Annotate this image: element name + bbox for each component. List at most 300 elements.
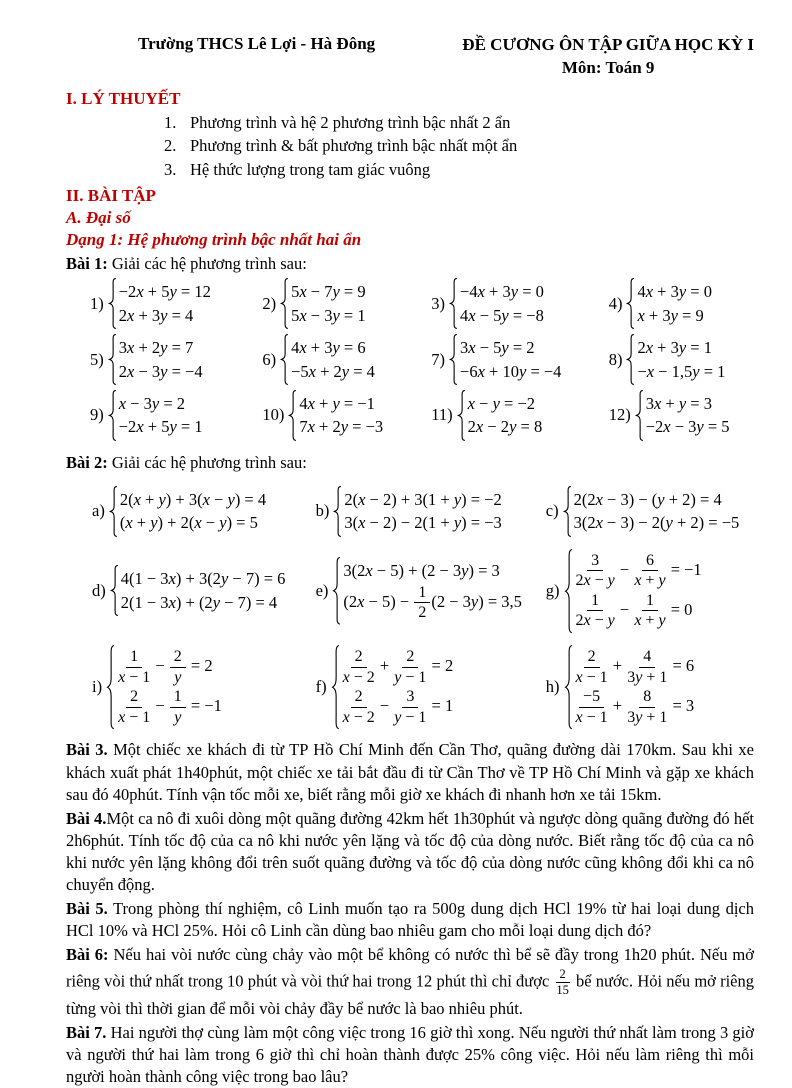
system-number: 2) bbox=[262, 293, 277, 313]
math-text: 3(2 bbox=[573, 513, 596, 533]
bai1-intro bbox=[66, 252, 754, 275]
math-text: + bbox=[608, 696, 627, 716]
math-variable: y bbox=[461, 561, 469, 581]
math-text: − bbox=[590, 572, 608, 590]
math-variable: y bbox=[635, 708, 643, 726]
math-text: 2 bbox=[173, 648, 182, 666]
fraction bbox=[633, 591, 666, 631]
fraction-denominator bbox=[576, 571, 615, 590]
theory-item bbox=[164, 158, 754, 181]
system-equations bbox=[635, 336, 725, 383]
math-text: 1 bbox=[130, 648, 139, 666]
math-variable: y bbox=[174, 708, 182, 726]
math-text: ) = −2 bbox=[461, 489, 502, 509]
math-text: + 5 bbox=[143, 417, 170, 437]
fraction-denominator bbox=[418, 603, 426, 622]
equation bbox=[646, 392, 730, 415]
math-variable: y bbox=[658, 612, 666, 630]
math-text: + bbox=[314, 393, 333, 413]
fraction-numerator bbox=[587, 552, 603, 572]
math-text: = 7 bbox=[167, 338, 194, 358]
equation bbox=[646, 415, 730, 438]
math-text: − 1 bbox=[125, 708, 151, 726]
math-text: 2 bbox=[354, 688, 363, 706]
left-brace-icon bbox=[564, 647, 573, 727]
equation-system bbox=[92, 647, 316, 727]
equation bbox=[460, 304, 544, 327]
equation-system bbox=[262, 392, 431, 439]
system-number: i) bbox=[92, 677, 103, 697]
equation-system bbox=[546, 551, 754, 631]
math-variable: x bbox=[475, 417, 484, 437]
equation-system bbox=[262, 280, 431, 327]
bai2-intro bbox=[66, 451, 754, 474]
equation bbox=[291, 360, 375, 383]
fraction-denominator bbox=[576, 611, 615, 630]
math-text: + 3 bbox=[484, 282, 511, 302]
math-variable: y bbox=[332, 338, 340, 358]
math-variable: x bbox=[575, 668, 583, 686]
math-text: 4 bbox=[299, 393, 308, 413]
math-text: = 0 bbox=[666, 599, 693, 619]
problem-label: Bài 7. bbox=[66, 1022, 107, 1042]
math-text: − bbox=[637, 361, 647, 381]
math-variable: y bbox=[174, 668, 182, 686]
exercises-heading: II. BÀI TẬP bbox=[66, 186, 156, 206]
math-variable: x bbox=[299, 305, 307, 325]
math-text: + bbox=[661, 393, 679, 413]
fraction-numerator bbox=[584, 648, 600, 668]
bai1-label: Bài 1: bbox=[66, 254, 108, 274]
theory-item-text: Phương trình & bất phương trình bậc nhất một ẩn bbox=[190, 136, 518, 156]
math-variable: y bbox=[219, 513, 227, 533]
math-text: + bbox=[641, 572, 659, 590]
algebra-heading: A. Đại số bbox=[66, 208, 131, 228]
theory-item-text: Phương trình và hệ 2 phương trình bậc nhất 2 ẩn bbox=[190, 112, 511, 132]
fraction bbox=[575, 647, 609, 687]
equation bbox=[460, 280, 544, 303]
bai1-systems-grid bbox=[66, 280, 754, 439]
system-number: 4) bbox=[608, 293, 623, 313]
fraction bbox=[342, 687, 376, 727]
equation bbox=[460, 360, 561, 383]
math-text: + bbox=[375, 655, 394, 675]
fraction-numerator bbox=[351, 688, 367, 708]
math-variable: y bbox=[501, 338, 509, 358]
left-brace-icon bbox=[449, 280, 458, 327]
equation bbox=[343, 583, 522, 623]
system-equations bbox=[117, 336, 203, 383]
fraction-denominator bbox=[576, 708, 608, 727]
fraction bbox=[633, 551, 666, 591]
fraction-denominator bbox=[576, 668, 608, 687]
fraction bbox=[626, 687, 668, 727]
system-equations bbox=[458, 280, 544, 327]
math-variable: y bbox=[453, 513, 462, 533]
system-number: b) bbox=[315, 501, 330, 521]
list-number: 2. bbox=[164, 136, 177, 156]
math-variable: y bbox=[160, 338, 168, 358]
equation bbox=[468, 392, 543, 415]
system-number: 11) bbox=[431, 405, 453, 425]
system-equations bbox=[635, 280, 712, 327]
system-number: d) bbox=[92, 580, 106, 600]
system-number: 7) bbox=[431, 349, 446, 369]
math-variable: x bbox=[467, 393, 475, 413]
math-text: + 3 bbox=[306, 338, 333, 358]
math-text: 2(1 − 3 bbox=[120, 592, 169, 612]
math-text: −4 bbox=[460, 282, 478, 302]
math-variable: y bbox=[394, 668, 402, 686]
equation bbox=[291, 304, 366, 327]
fraction-numerator bbox=[170, 688, 186, 708]
fraction-numerator bbox=[126, 648, 142, 668]
system-equations bbox=[342, 488, 501, 535]
math-text: = 2 bbox=[186, 655, 213, 675]
math-text: − 2 bbox=[483, 417, 510, 437]
fraction-numerator bbox=[402, 688, 418, 708]
math-variable: y bbox=[658, 572, 666, 590]
math-variable: x bbox=[645, 338, 654, 358]
math-variable: x bbox=[202, 489, 210, 509]
math-text: 3( bbox=[344, 513, 359, 533]
math-text: = 4 bbox=[167, 305, 194, 325]
math-variable: x bbox=[136, 417, 144, 437]
math-variable: x bbox=[127, 305, 135, 325]
math-text: − 7) = 6 bbox=[228, 569, 286, 589]
math-text: 2 bbox=[118, 361, 127, 381]
equation bbox=[344, 488, 501, 511]
equation bbox=[637, 336, 725, 359]
math-text: 2 bbox=[406, 648, 415, 666]
left-brace-icon bbox=[109, 488, 118, 535]
equation bbox=[575, 687, 695, 727]
fraction-numerator bbox=[579, 688, 604, 708]
fraction-numerator bbox=[639, 648, 655, 668]
math-variable: y bbox=[635, 668, 643, 686]
math-text: ) + 3(2 bbox=[175, 569, 221, 589]
math-text: − 1 bbox=[582, 668, 608, 686]
math-variable: y bbox=[657, 489, 665, 509]
math-text: −6 bbox=[460, 361, 478, 381]
math-text: − 2 bbox=[349, 668, 375, 686]
math-variable: y bbox=[678, 338, 687, 358]
equation bbox=[120, 511, 266, 534]
math-variable: y bbox=[340, 417, 349, 437]
math-text: = −1 bbox=[186, 696, 222, 716]
left-brace-icon bbox=[280, 280, 289, 327]
equation bbox=[468, 415, 543, 438]
equation bbox=[574, 511, 740, 534]
math-text: 5 bbox=[291, 305, 300, 325]
system-equations bbox=[458, 336, 561, 383]
math-text: − 3) − 2( bbox=[602, 513, 666, 533]
math-variable: y bbox=[670, 305, 678, 325]
math-text: − 1 bbox=[125, 668, 151, 686]
math-variable: x bbox=[118, 668, 126, 686]
math-variable: y bbox=[160, 361, 168, 381]
title-block bbox=[462, 34, 754, 80]
fraction-numerator bbox=[170, 648, 186, 668]
fraction-numerator bbox=[642, 592, 658, 612]
equation-system bbox=[262, 336, 431, 383]
fraction-numerator bbox=[639, 688, 655, 708]
theory-list bbox=[164, 111, 754, 181]
math-variable: x bbox=[342, 668, 350, 686]
math-variable: x bbox=[342, 708, 350, 726]
system-equations bbox=[289, 336, 375, 383]
fraction-denominator bbox=[627, 708, 667, 727]
math-text: = −4 bbox=[526, 361, 562, 381]
math-text: 5 bbox=[291, 282, 300, 302]
equation-system bbox=[546, 488, 754, 535]
fraction-denominator bbox=[627, 668, 667, 687]
fraction-denominator bbox=[174, 708, 181, 727]
math-text: 8 bbox=[643, 688, 652, 706]
fraction-numerator bbox=[642, 552, 658, 572]
math-text: = 1 bbox=[427, 696, 454, 716]
system-number: 8) bbox=[608, 349, 623, 369]
equation bbox=[637, 360, 725, 383]
left-brace-icon bbox=[288, 392, 297, 439]
system-equations bbox=[466, 392, 543, 439]
math-text: − bbox=[590, 612, 608, 630]
math-variable: y bbox=[696, 417, 704, 437]
math-variable: x bbox=[365, 561, 373, 581]
fraction-denominator bbox=[174, 668, 181, 687]
system-number: c) bbox=[545, 501, 559, 521]
math-text: 4 bbox=[643, 648, 652, 666]
math-variable: x bbox=[637, 305, 645, 325]
math-variable: x bbox=[634, 612, 642, 630]
math-text: = 6 bbox=[668, 655, 695, 675]
math-variable: y bbox=[160, 305, 168, 325]
math-variable: y bbox=[151, 393, 160, 413]
equation-system bbox=[609, 336, 754, 383]
system-equations bbox=[117, 280, 211, 327]
equation-system bbox=[316, 488, 546, 535]
equation bbox=[119, 392, 203, 415]
math-text: − 3 bbox=[670, 417, 697, 437]
fraction bbox=[575, 551, 616, 591]
left-brace-icon bbox=[457, 392, 466, 439]
fraction-denominator bbox=[394, 668, 426, 687]
fraction bbox=[117, 647, 151, 687]
math-text: ) + (2 bbox=[175, 592, 213, 612]
math-variable: x bbox=[583, 572, 591, 590]
math-text: + bbox=[608, 655, 627, 675]
math-text: = 1 bbox=[686, 338, 712, 358]
math-text: ) = 3,5 bbox=[478, 591, 522, 611]
math-variable: x bbox=[663, 417, 671, 437]
system-number: 6) bbox=[262, 349, 277, 369]
system-number: 9) bbox=[90, 405, 104, 425]
left-brace-icon bbox=[449, 336, 458, 383]
equation-system bbox=[92, 567, 316, 614]
equation-system bbox=[316, 559, 546, 623]
math-text: 3 bbox=[645, 393, 654, 413]
math-text: − bbox=[615, 599, 634, 619]
math-variable: y bbox=[332, 393, 340, 413]
math-text: = 1 bbox=[339, 305, 366, 325]
math-text: 1 bbox=[591, 591, 600, 609]
equation-system bbox=[316, 647, 546, 727]
document-header bbox=[66, 34, 754, 80]
math-text: − bbox=[151, 696, 169, 716]
math-text: − 3) − ( bbox=[602, 489, 658, 509]
bai2-label: Bài 2: bbox=[66, 452, 108, 472]
word-problem: Bài 5. Trong phòng thí nghiệm, cô Linh muốn tạo ra 500g dung dịch HCl 19% từ hai loại dung dịch HCl 10% và HCl 25%. Hỏi cô Linh cần dùng bao nhiêu gam cho mỗi loại dung dịch đó? bbox=[66, 899, 754, 941]
equation-system bbox=[90, 280, 262, 327]
equation bbox=[291, 280, 366, 303]
equation-system bbox=[609, 280, 754, 327]
system-number: 1) bbox=[90, 293, 104, 313]
math-text: + 2 bbox=[315, 361, 342, 381]
math-variable: x bbox=[358, 489, 366, 509]
theory-item-text: Hệ thức lượng trong tam giác vuông bbox=[190, 159, 431, 179]
system-equations bbox=[289, 280, 366, 327]
math-text: 4 bbox=[291, 338, 300, 358]
math-text: − 5 bbox=[475, 305, 502, 325]
math-text: + 3 bbox=[653, 338, 679, 358]
math-variable: x bbox=[127, 361, 135, 381]
equation-system bbox=[546, 647, 754, 727]
math-text: 3 bbox=[460, 338, 469, 358]
math-variable: x bbox=[299, 282, 307, 302]
math-text: + 10 bbox=[484, 361, 519, 381]
math-text: − 3 bbox=[306, 305, 333, 325]
math-text: −2 bbox=[645, 417, 664, 437]
equation bbox=[342, 647, 454, 687]
math-variable: x bbox=[653, 393, 662, 413]
left-brace-icon bbox=[108, 280, 117, 327]
math-variable: y bbox=[607, 572, 615, 590]
math-text: = −1 bbox=[339, 393, 375, 413]
system-equations bbox=[573, 647, 695, 727]
system-number: f) bbox=[315, 677, 327, 697]
math-text: 1 bbox=[418, 583, 427, 601]
equation-system bbox=[431, 336, 608, 383]
fraction bbox=[169, 687, 187, 727]
left-brace-icon bbox=[108, 392, 117, 439]
equation bbox=[637, 304, 712, 327]
math-variable: y bbox=[607, 612, 615, 630]
math-variable: y bbox=[470, 591, 479, 611]
left-brace-icon bbox=[564, 551, 573, 631]
math-text: ( bbox=[119, 513, 126, 533]
math-text: 3 bbox=[627, 708, 636, 726]
math-text: + 2) = −5 bbox=[672, 513, 740, 533]
system-equations bbox=[341, 559, 522, 623]
equation-system bbox=[90, 336, 262, 383]
fraction-numerator: 2 bbox=[556, 968, 570, 983]
math-text: ) = 5 bbox=[226, 513, 258, 533]
math-text: − bbox=[201, 513, 220, 533]
math-text: − bbox=[475, 393, 493, 413]
math-text: 2 bbox=[637, 338, 646, 358]
equation bbox=[119, 304, 211, 327]
equation bbox=[574, 488, 740, 511]
fraction-denominator: 15 bbox=[556, 982, 569, 997]
math-text: = −4 bbox=[167, 361, 203, 381]
equation bbox=[460, 336, 561, 359]
math-text: = 2 bbox=[159, 393, 186, 413]
fraction-numerator bbox=[587, 592, 603, 612]
fraction bbox=[169, 647, 187, 687]
math-variable: x bbox=[575, 708, 583, 726]
equation bbox=[342, 687, 454, 727]
math-variable: x bbox=[125, 513, 133, 533]
math-variable: y bbox=[678, 282, 687, 302]
math-text: − 2 bbox=[349, 708, 375, 726]
math-text: 1 bbox=[645, 591, 654, 609]
system-equations bbox=[297, 392, 383, 439]
dang1-heading: Dạng 1: Hệ phương trình bậc nhất hai ẩn bbox=[66, 230, 362, 250]
math-text: = −3 bbox=[348, 417, 384, 437]
word-problems bbox=[66, 739, 754, 1088]
math-text: 2 bbox=[118, 305, 127, 325]
equation-system bbox=[431, 280, 608, 327]
left-brace-icon bbox=[280, 336, 289, 383]
math-text: − bbox=[209, 489, 228, 509]
math-text: 3 bbox=[591, 551, 600, 569]
left-brace-icon bbox=[563, 488, 572, 535]
math-text: − 1 bbox=[582, 708, 608, 726]
left-brace-icon bbox=[331, 647, 340, 727]
bai2-intro-text: Giải các hệ phương trình sau: bbox=[107, 452, 307, 472]
left-brace-icon bbox=[333, 488, 342, 535]
math-variable: x bbox=[583, 612, 591, 630]
math-text: 3(2 bbox=[343, 561, 366, 581]
math-variable: x bbox=[299, 338, 307, 358]
math-text: 2 bbox=[587, 648, 596, 666]
document-title: ĐỀ CƯƠNG ÔN TẬP GIỮA HỌC KỲ I bbox=[462, 35, 754, 54]
math-variable: y bbox=[227, 489, 235, 509]
math-text: 4 bbox=[460, 305, 469, 325]
math-variable: y bbox=[394, 708, 402, 726]
equation bbox=[299, 415, 383, 438]
system-number: 12) bbox=[608, 405, 631, 425]
math-text: + 2 bbox=[314, 417, 341, 437]
fraction bbox=[413, 583, 431, 623]
math-text: 3 bbox=[406, 688, 415, 706]
math-text: − 2) + 3(1 + bbox=[365, 489, 454, 509]
equation bbox=[117, 687, 222, 727]
system-number: g) bbox=[545, 580, 560, 600]
fraction bbox=[575, 591, 616, 631]
math-text: 2( bbox=[344, 489, 359, 509]
fraction-denominator bbox=[394, 708, 426, 727]
math-text: = 6 bbox=[339, 338, 366, 358]
problem-label: Bài 6: bbox=[66, 945, 109, 965]
math-variable: x bbox=[168, 569, 176, 589]
bai1-intro-text: Giải các hệ phương trình sau: bbox=[107, 254, 307, 274]
math-text: + 1 bbox=[642, 708, 668, 726]
math-variable: x bbox=[595, 513, 603, 533]
fraction-denominator bbox=[343, 668, 375, 687]
math-variable: x bbox=[136, 282, 144, 302]
equation bbox=[291, 336, 375, 359]
math-text: − 5 bbox=[475, 338, 502, 358]
math-text: −5 bbox=[583, 688, 601, 706]
math-text: − 3 bbox=[126, 393, 152, 413]
math-text: ) = 3 bbox=[468, 561, 500, 581]
math-variable: y bbox=[332, 305, 340, 325]
math-variable: y bbox=[220, 569, 229, 589]
math-text: − 5) + (2 − 3 bbox=[372, 561, 462, 581]
math-text: + 3 bbox=[644, 305, 671, 325]
fraction-denominator bbox=[343, 708, 375, 727]
